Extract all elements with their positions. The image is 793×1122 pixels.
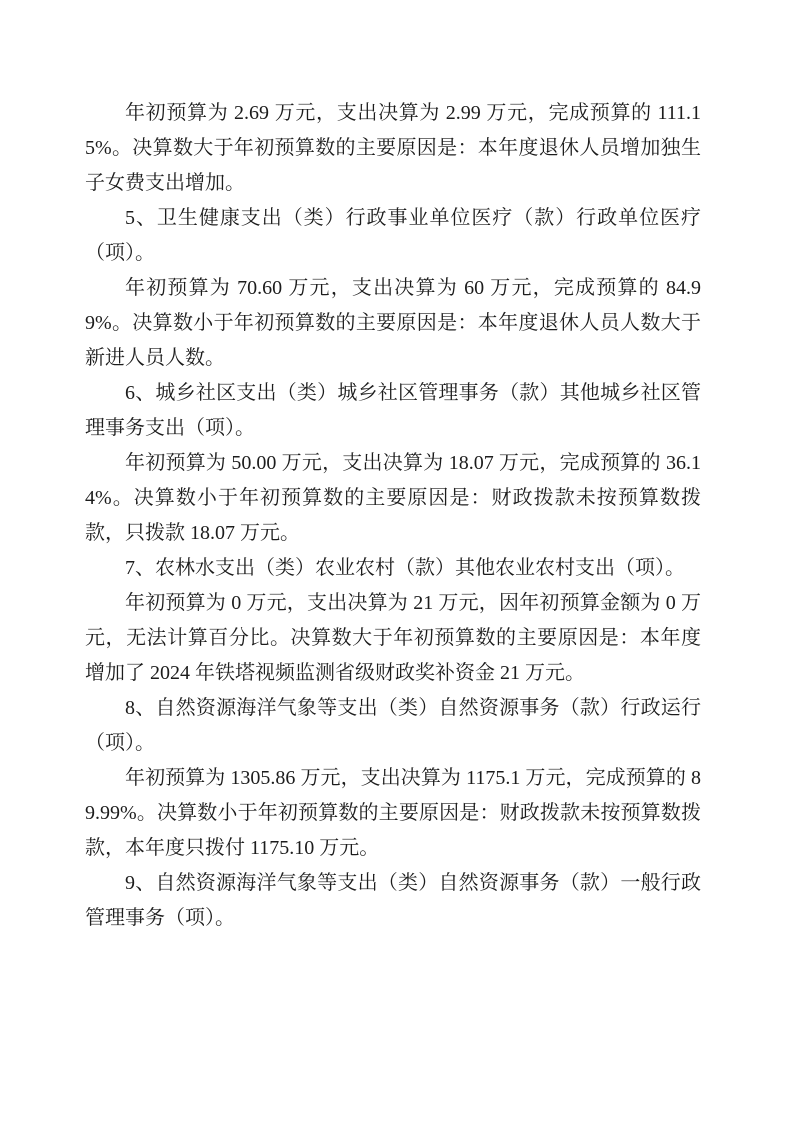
paragraph-item5-heading: 5、卫生健康支出（类）行政事业单位医疗（款）行政单位医疗（项）。 [85, 207, 701, 264]
paragraph-item8-heading: 8、自然资源海洋气象等支出（类）自然资源事务（款）行政运行（项）。 [85, 697, 701, 754]
paragraph-item6-heading: 6、城乡社区支出（类）城乡社区管理事务（款）其他城乡社区管理事务支出（项）。 [85, 382, 701, 439]
paragraph-item7-heading: 7、农林水支出（类）农业农村（款）其他农业农村支出（项）。 [125, 557, 685, 579]
paragraph-item9-heading: 9、自然资源海洋气象等支出（类）自然资源事务（款）一般行政管理事务（项）。 [85, 872, 701, 929]
document-body [85, 96, 701, 936]
paragraph-item5-budget-detail: 年初预算为 70.60 万元，支出决算为 60 万元，完成预算的 84.99%。决算数小于年初预算数的主要原因是：本年度退休人员人数大于新进人员人数。 [85, 277, 701, 369]
paragraph-item6-budget-detail: 年初预算为 50.00 万元，支出决算为 18.07 万元，完成预算的 36.14%。决算数小于年初预算数的主要原因是：财政拨款未按预算数拨款，只拨款 18.07 万元。 [85, 452, 701, 544]
paragraph-item8-budget-detail: 年初预算为 1305.86 万元，支出决算为 1175.1 万元，完成预算的 89.99%。决算数小于年初预算数的主要原因是：财政拨款未按预算数拨款，本年度只拨付 1175.10 万元。 [85, 767, 701, 859]
paragraph-item4-budget-detail: 年初预算为 2.69 万元，支出决算为 2.99 万元，完成预算的 111.15%。决算数大于年初预算数的主要原因是：本年度退休人员增加独生子女费支出增加。 [85, 102, 701, 194]
paragraph-item7-budget-detail: 年初预算为 0 万元，支出决算为 21 万元，因年初预算金额为 0 万元，无法计算百分比。决算数大于年初预算数的主要原因是：本年度增加了 2024 年铁塔视频监测省级财政奖补资金 21 万元。 [85, 592, 701, 684]
